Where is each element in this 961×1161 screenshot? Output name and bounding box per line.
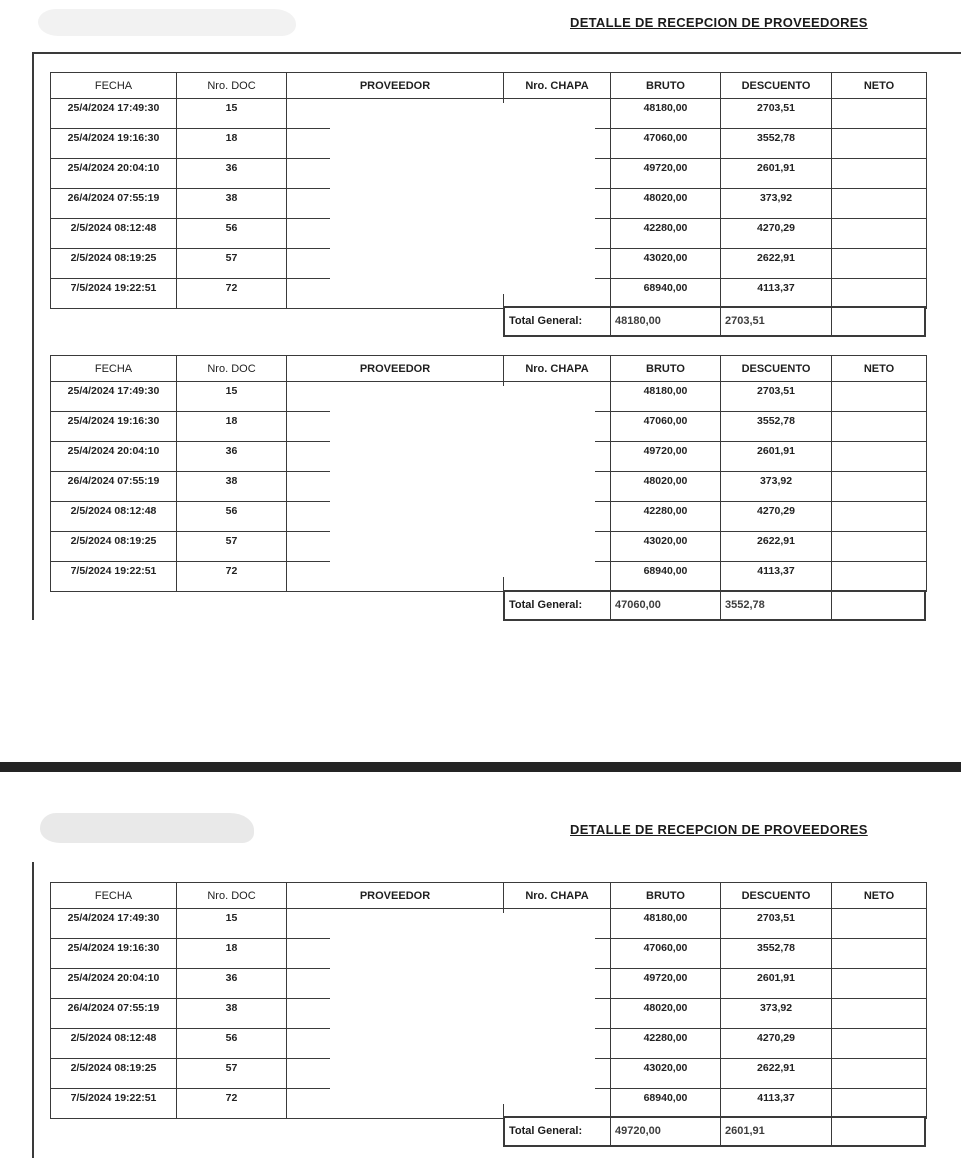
cell: 48020,00 xyxy=(611,472,721,502)
cell xyxy=(832,129,927,159)
total-neto-value xyxy=(832,1118,924,1145)
cell: 42280,00 xyxy=(611,1029,721,1059)
cell: 18 xyxy=(177,129,287,159)
column-header-fecha: FECHA xyxy=(51,73,177,99)
cell: 36 xyxy=(177,442,287,472)
cell: 2703,51 xyxy=(721,99,832,129)
header-row xyxy=(51,883,927,909)
detail-table-section xyxy=(50,355,926,586)
redacted-logo-blob xyxy=(38,9,296,36)
total-descuento-value: 2703,51 xyxy=(721,308,832,335)
cell: 4270,29 xyxy=(721,1029,832,1059)
cell: 373,92 xyxy=(721,472,832,502)
cell xyxy=(832,99,927,129)
header-row xyxy=(51,356,927,382)
column-header-descuento: DESCUENTO xyxy=(721,883,832,909)
cell xyxy=(832,1029,927,1059)
column-header-proveedor: PROVEEDOR xyxy=(287,356,504,382)
cell xyxy=(832,442,927,472)
cell: 49720,00 xyxy=(611,969,721,999)
cell xyxy=(832,999,927,1029)
total-bruto-value: 49720,00 xyxy=(611,1118,721,1145)
cell: 15 xyxy=(177,99,287,129)
total-general-label: Total General: xyxy=(505,308,611,335)
cell: 25/4/2024 19:16:30 xyxy=(51,129,177,159)
column-header-neto: NETO xyxy=(832,356,927,382)
cell xyxy=(832,502,927,532)
cell: 25/4/2024 19:16:30 xyxy=(51,939,177,969)
cell: 42280,00 xyxy=(611,502,721,532)
total-descuento-value: 3552,78 xyxy=(721,592,832,619)
cell xyxy=(832,249,927,279)
cell xyxy=(832,159,927,189)
column-header-bruto: BRUTO xyxy=(611,73,721,99)
cell: 2/5/2024 08:12:48 xyxy=(51,1029,177,1059)
cell: 18 xyxy=(177,939,287,969)
redaction-whiteout xyxy=(330,913,595,1104)
column-header-nro-doc: Nro. DOC xyxy=(177,73,287,99)
cell: 57 xyxy=(177,532,287,562)
cell: 68940,00 xyxy=(611,279,721,309)
cell: 57 xyxy=(177,249,287,279)
column-header-nro-doc: Nro. DOC xyxy=(177,883,287,909)
cell: 42280,00 xyxy=(611,219,721,249)
redaction-whiteout xyxy=(330,103,595,294)
column-header-fecha: FECHA xyxy=(51,883,177,909)
cell: 43020,00 xyxy=(611,249,721,279)
column-header-nro-doc: Nro. DOC xyxy=(177,356,287,382)
cell: 48180,00 xyxy=(611,909,721,939)
cell: 2703,51 xyxy=(721,382,832,412)
cell: 2703,51 xyxy=(721,909,832,939)
cell: 2/5/2024 08:12:48 xyxy=(51,502,177,532)
cell: 38 xyxy=(177,999,287,1029)
total-neto-value xyxy=(832,308,924,335)
total-general-box xyxy=(503,306,926,337)
column-header-neto: NETO xyxy=(832,73,927,99)
cell: 38 xyxy=(177,189,287,219)
cell: 25/4/2024 17:49:30 xyxy=(51,382,177,412)
cell: 2601,91 xyxy=(721,159,832,189)
column-header-fecha: FECHA xyxy=(51,356,177,382)
page-title: DETALLE DE RECEPCION DE PROVEEDORES xyxy=(570,822,868,837)
cell: 4113,37 xyxy=(721,1089,832,1119)
cell: 3552,78 xyxy=(721,939,832,969)
detail-table-section xyxy=(50,882,926,1113)
column-header-neto: NETO xyxy=(832,883,927,909)
cell: 4270,29 xyxy=(721,219,832,249)
cell: 4113,37 xyxy=(721,562,832,592)
cell: 68940,00 xyxy=(611,1089,721,1119)
cell: 48180,00 xyxy=(611,382,721,412)
total-descuento-value: 2601,91 xyxy=(721,1118,832,1145)
cell xyxy=(832,472,927,502)
cell: 25/4/2024 20:04:10 xyxy=(51,442,177,472)
cell xyxy=(832,382,927,412)
cell: 2/5/2024 08:19:25 xyxy=(51,532,177,562)
column-header-nro-chapa: Nro. CHAPA xyxy=(504,356,611,382)
cell: 2601,91 xyxy=(721,969,832,999)
column-header-nro-chapa: Nro. CHAPA xyxy=(504,883,611,909)
total-general-box xyxy=(503,590,926,621)
total-neto-value xyxy=(832,592,924,619)
cell: 2/5/2024 08:12:48 xyxy=(51,219,177,249)
cell: 7/5/2024 19:22:51 xyxy=(51,279,177,309)
total-general-label: Total General: xyxy=(505,592,611,619)
cell xyxy=(832,1059,927,1089)
cell: 25/4/2024 19:16:30 xyxy=(51,412,177,442)
cell: 15 xyxy=(177,382,287,412)
cell: 72 xyxy=(177,1089,287,1119)
cell xyxy=(832,279,927,309)
cell: 7/5/2024 19:22:51 xyxy=(51,1089,177,1119)
cell: 72 xyxy=(177,562,287,592)
cell: 2622,91 xyxy=(721,249,832,279)
cell xyxy=(832,562,927,592)
cell xyxy=(832,1089,927,1119)
total-general-box xyxy=(503,1116,926,1147)
cell xyxy=(832,969,927,999)
cell xyxy=(832,939,927,969)
page-title: DETALLE DE RECEPCION DE PROVEEDORES xyxy=(570,15,868,30)
cell: 2/5/2024 08:19:25 xyxy=(51,249,177,279)
cell: 2622,91 xyxy=(721,532,832,562)
column-header-proveedor: PROVEEDOR xyxy=(287,73,504,99)
cell: 47060,00 xyxy=(611,412,721,442)
column-header-nro-chapa: Nro. CHAPA xyxy=(504,73,611,99)
cell xyxy=(832,189,927,219)
cell: 2601,91 xyxy=(721,442,832,472)
cell: 36 xyxy=(177,969,287,999)
cell: 3552,78 xyxy=(721,412,832,442)
column-header-bruto: BRUTO xyxy=(611,883,721,909)
redacted-logo-blob xyxy=(40,813,254,843)
cell xyxy=(832,909,927,939)
column-header-descuento: DESCUENTO xyxy=(721,356,832,382)
column-header-proveedor: PROVEEDOR xyxy=(287,883,504,909)
cell: 2622,91 xyxy=(721,1059,832,1089)
header-row xyxy=(51,73,927,99)
cell: 36 xyxy=(177,159,287,189)
cell: 4113,37 xyxy=(721,279,832,309)
cell: 49720,00 xyxy=(611,442,721,472)
cell: 68940,00 xyxy=(611,562,721,592)
total-bruto-value: 48180,00 xyxy=(611,308,721,335)
total-bruto-value: 47060,00 xyxy=(611,592,721,619)
cell: 48180,00 xyxy=(611,99,721,129)
cell: 18 xyxy=(177,412,287,442)
cell: 56 xyxy=(177,1029,287,1059)
cell: 43020,00 xyxy=(611,532,721,562)
cell: 25/4/2024 20:04:10 xyxy=(51,969,177,999)
cell: 56 xyxy=(177,219,287,249)
cell: 2/5/2024 08:19:25 xyxy=(51,1059,177,1089)
cell: 25/4/2024 17:49:30 xyxy=(51,909,177,939)
cell: 7/5/2024 19:22:51 xyxy=(51,562,177,592)
cell: 15 xyxy=(177,909,287,939)
cell: 4270,29 xyxy=(721,502,832,532)
cell: 43020,00 xyxy=(611,1059,721,1089)
cell: 25/4/2024 20:04:10 xyxy=(51,159,177,189)
cell: 47060,00 xyxy=(611,129,721,159)
redaction-whiteout xyxy=(330,386,595,577)
cell: 26/4/2024 07:55:19 xyxy=(51,472,177,502)
column-header-descuento: DESCUENTO xyxy=(721,73,832,99)
cell: 38 xyxy=(177,472,287,502)
cell xyxy=(832,219,927,249)
detail-table-section xyxy=(50,72,926,303)
page-separator-bar xyxy=(0,762,961,772)
cell xyxy=(832,412,927,442)
cell: 26/4/2024 07:55:19 xyxy=(51,189,177,219)
cell: 48020,00 xyxy=(611,999,721,1029)
cell: 56 xyxy=(177,502,287,532)
cell: 57 xyxy=(177,1059,287,1089)
cell: 373,92 xyxy=(721,189,832,219)
cell: 25/4/2024 17:49:30 xyxy=(51,99,177,129)
cell: 49720,00 xyxy=(611,159,721,189)
cell: 26/4/2024 07:55:19 xyxy=(51,999,177,1029)
column-header-bruto: BRUTO xyxy=(611,356,721,382)
cell xyxy=(832,532,927,562)
cell: 48020,00 xyxy=(611,189,721,219)
total-general-label: Total General: xyxy=(505,1118,611,1145)
cell: 72 xyxy=(177,279,287,309)
cell: 3552,78 xyxy=(721,129,832,159)
cell: 373,92 xyxy=(721,999,832,1029)
cell: 47060,00 xyxy=(611,939,721,969)
